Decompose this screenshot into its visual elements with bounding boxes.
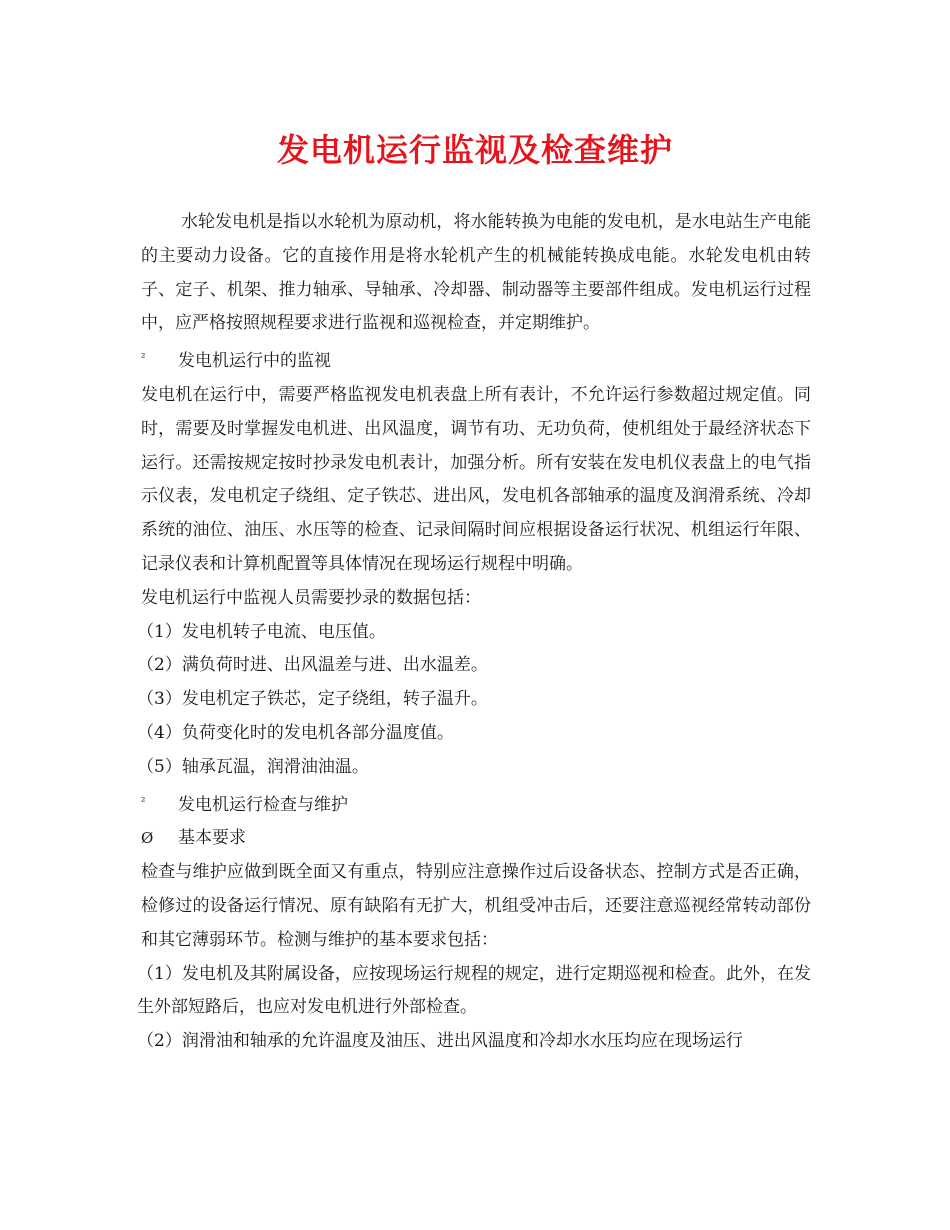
list-item: （1）发电机及其附属设备，应按现场运行规程的规定，进行定期巡视和检查。此外，在发生外部短路后，也应对发电机进行外部检查。 (137, 963, 811, 1018)
document-body (137, 206, 811, 1059)
section-heading-inspection (141, 785, 811, 823)
monitoring-paragraph: 发电机在运行中，需要严格监视发电机表盘上所有表计，不允许运行参数超过规定值。同时，需要及时掌握发电机进、出风温度，调节有功、无功负荷，使机组处于最经济状态下运行。还需按规定按时抄录发电机表计，加强分析。所有安装在发电机仪表盘上的电气指示仪表，发电机定子绕组、定子铁芯、进出风，发电机各部轴承的温度及润滑系统、冷却系统的油位、油压、水压等的检查、记录间隔时间应根据设备运行状况、机组运行年限、记录仪表和计算机配置等具体情况在现场运行规程中明确。 (141, 384, 811, 574)
subsection-heading-requirements (141, 822, 811, 856)
arrow-bullet-mark: Ø (141, 829, 154, 848)
intro-paragraph: 水轮发电机是指以水轮机为原动机，将水能转换为电能的发电机，是水电站生产电能的主要动力设备。它的直接作用是将水轮机产生的机械能转换成电能。水轮发电机由转子、定子、机架、推力轴承、导轴承、冷却器、制动器等主要部件组成。发电机运行过程中，应严格按照规程要求进行监视和巡视检查，并定期维护。 (141, 212, 811, 334)
subsection-heading-text: 基本要求 (178, 828, 246, 849)
requirements-paragraph: 检查与维护应做到既全面又有重点，特别应注意操作过后设备状态、控制方式是否正确，检修过的设备运行情况、原有缺陷有无扩大，机组受冲击后，还要注意巡视经常转动部份和其它薄弱环节。检测与维护的基本要求包括： (141, 862, 811, 950)
list-item: （2）润滑油和轴承的允许温度及油压、进出风温度和冷却水水压均应在现场运行 (137, 1031, 743, 1052)
list-item: （2）满负荷时进、出风温差与进、出水温差。 (137, 655, 488, 676)
list-item: （4）负荷变化时的发电机各部分温度值。 (137, 722, 454, 743)
list-item: （3）发电机定子铁芯，定子绕组，转子温升。 (137, 689, 488, 710)
bullet-mark: ² (141, 351, 146, 365)
section-heading-text: 发电机运行检查与维护 (178, 794, 348, 815)
bullet-mark: ² (141, 794, 146, 808)
list-item: （5）轴承瓦温，润滑油油温。 (137, 756, 369, 777)
list-item: （1）发电机转子电流、电压值。 (137, 621, 386, 642)
document-title: 发电机运行监视及检查维护 (276, 131, 673, 169)
section-heading-monitoring (141, 341, 811, 379)
records-intro-paragraph: 发电机运行中监视人员需要抄录的数据包括： (141, 587, 481, 608)
section-heading-text: 发电机运行中的监视 (178, 351, 331, 372)
